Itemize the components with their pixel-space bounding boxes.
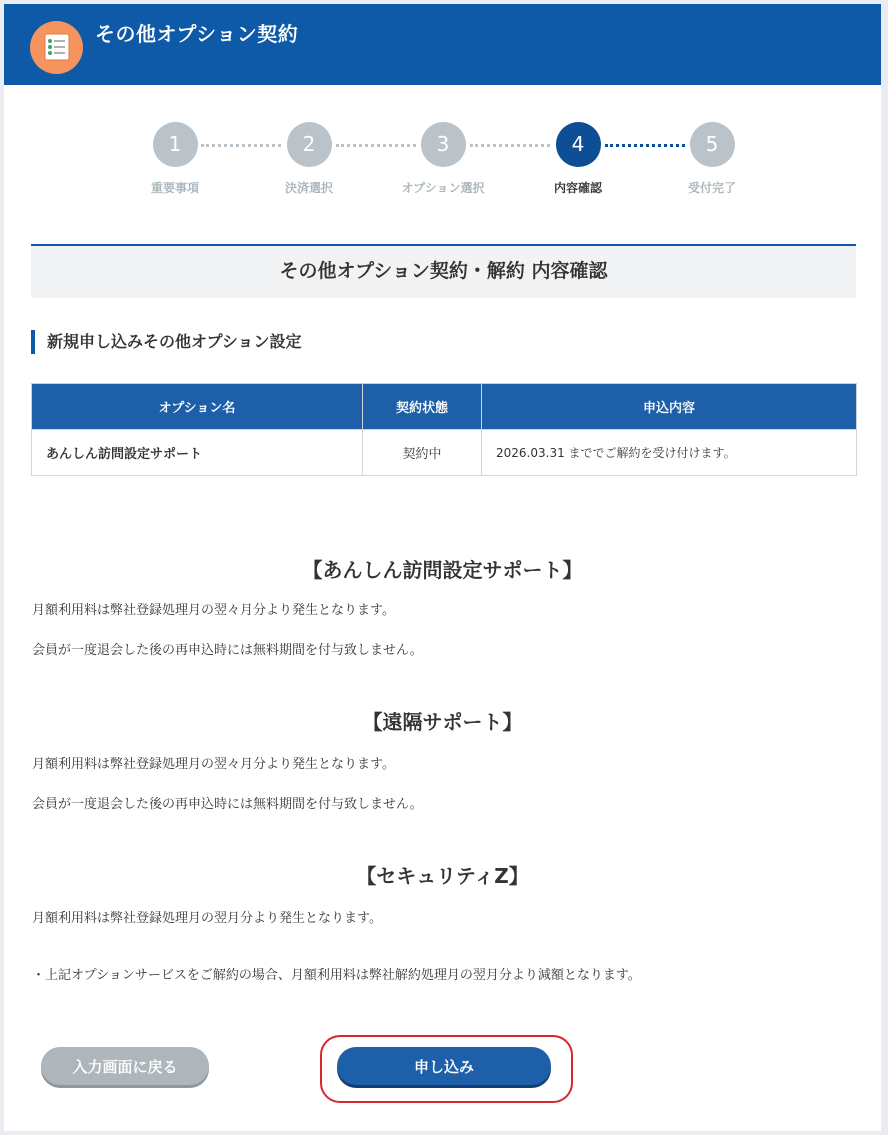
step-number: 1 [153,122,198,167]
note-line: 月額利用料は弊社登録処理月の翌月分より発生となります。 [32,911,382,926]
note-line: 月額利用料は弊社登録処理月の翌々月分より発生となります。 [32,603,395,618]
step-2 [249,122,369,196]
step-label: 受付完了 [687,181,736,195]
page-frame [4,4,881,1131]
column-header: オプション名 [32,384,363,430]
step-5 [652,122,772,196]
note-title: 【遠隔サポート】 [362,710,523,734]
apply-button[interactable]: 申し込み [337,1047,551,1085]
checklist-icon [30,21,83,74]
note-line: 会員が一度退会した後の再申込時には無料期間を付与致しません。 [32,643,423,658]
step-label: 内容確認 [553,181,602,195]
note-title: 【あんしん訪問設定サポート】 [302,558,583,582]
step-number: 2 [287,122,332,167]
column-header: 契約状態 [363,384,482,430]
step-3 [383,122,503,196]
step-label: 決済選択 [284,181,333,195]
option-name-cell: あんしん訪問設定サポート [32,430,363,476]
footnote: ・上記オプションサービスをご解約の場合、月額利用料は弊社解約処理月の翌月分より減額となります。 [32,968,641,983]
column-header: 申込内容 [482,384,857,430]
back-to-input-button[interactable]: 入力画面に戻る [41,1047,209,1085]
contract-status-cell: 契約中 [363,430,482,476]
app-header [4,4,881,85]
step-number: 5 [690,122,735,167]
application-details-cell: 2026.03.31 まででご解約を受け付けます。 [482,430,857,476]
step-label: 重要事項 [150,181,199,195]
table-row [32,430,857,476]
section-subheading: 新規申し込みその他オプション設定 [31,330,302,354]
step-4 [518,122,638,196]
options-table [31,383,857,476]
table-header-row [32,384,857,430]
step-label: オプション選択 [401,181,485,195]
step-number: 4 [556,122,601,167]
page-title: その他オプション契約・解約 内容確認 [31,244,856,298]
note-line: 月額利用料は弊社登録処理月の翌々月分より発生となります。 [32,757,395,772]
note-line: 会員が一度退会した後の再申込時には無料期間を付与致しません。 [32,797,423,812]
page-header-title: その他オプション契約 [95,22,299,46]
step-1 [115,122,235,196]
step-number: 3 [421,122,466,167]
note-title: 【セキュリティZ】 [356,864,529,888]
